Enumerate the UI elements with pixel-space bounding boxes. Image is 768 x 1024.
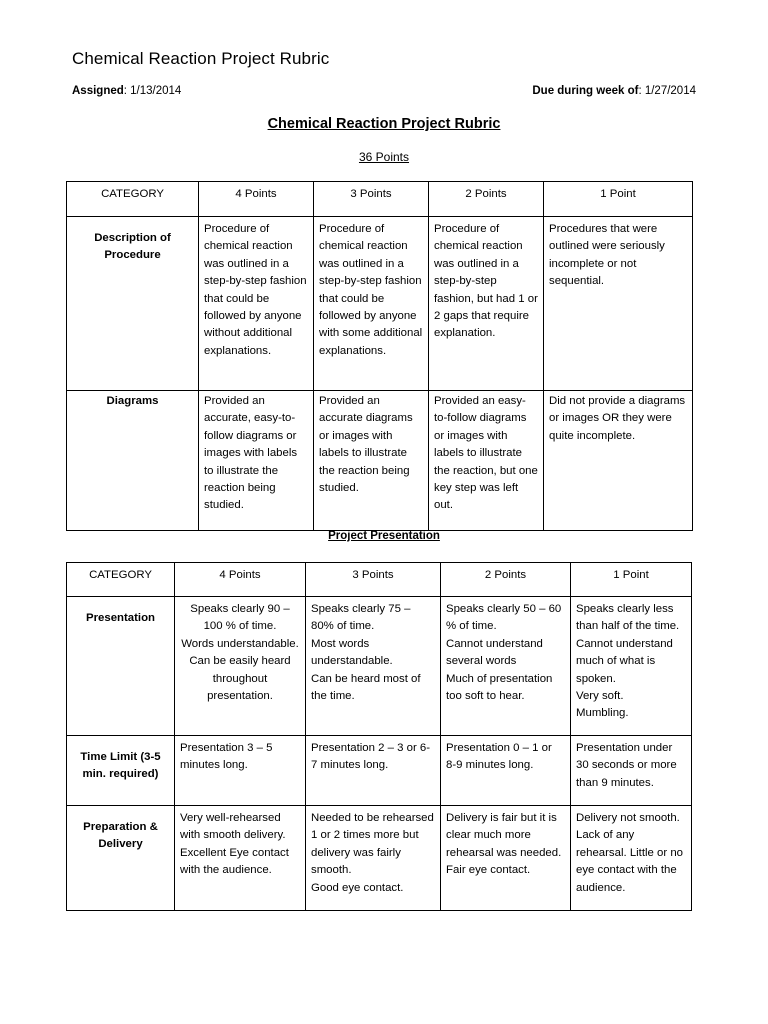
rubric-table-procedure bbox=[66, 181, 693, 531]
column-header: 4 Points bbox=[199, 182, 314, 217]
table-cell: Provided an easy-to-follow diagrams or images with labels to illustrate the reaction, but one key step was left out. bbox=[429, 391, 544, 531]
row-category: Presentation bbox=[67, 597, 175, 736]
due-value: : 1/27/2014 bbox=[638, 85, 696, 97]
table-header-row bbox=[67, 563, 692, 597]
column-header: 3 Points bbox=[306, 563, 441, 597]
due-label: Due during week of bbox=[532, 85, 639, 97]
table-cell: Speaks clearly less than half of the time. Cannot understand much of what is spoken. Very soft. Mumbling. bbox=[571, 597, 692, 736]
table-cell: Speaks clearly 50 – 60 % of time. Cannot understand several words Much of presentation too soft to hear. bbox=[441, 597, 571, 736]
column-header: 4 Points bbox=[175, 563, 306, 597]
table-cell: Procedure of chemical reaction was outlined in a step-by-step fashion that could be followed by anyone without additional explanations. bbox=[199, 217, 314, 391]
row-category: Time Limit (3-5 min. required) bbox=[67, 736, 175, 806]
table-cell: Presentation 0 – 1 or 8-9 minutes long. bbox=[441, 736, 571, 806]
table-cell: Delivery is fair but it is clear much more rehearsal was needed. Fair eye contact. bbox=[441, 806, 571, 911]
document-title: Chemical Reaction Project Rubric bbox=[72, 49, 330, 68]
column-header: 3 Points bbox=[314, 182, 429, 217]
table-row bbox=[67, 806, 692, 911]
column-header: 1 Point bbox=[544, 182, 693, 217]
rubric-total-points: 36 Points bbox=[358, 150, 410, 164]
table-cell: Presentation 2 – 3 or 6-7 minutes long. bbox=[306, 736, 441, 806]
row-category: Preparation & Delivery bbox=[67, 806, 175, 911]
rubric-table-presentation bbox=[66, 562, 692, 911]
column-header: CATEGORY bbox=[67, 563, 175, 597]
table-header-row bbox=[67, 182, 693, 217]
assigned-value: : 1/13/2014 bbox=[123, 85, 182, 97]
table-cell: Very well-rehearsed with smooth delivery. Excellent Eye contact with the audience. bbox=[175, 806, 306, 911]
table-row bbox=[67, 597, 692, 736]
assigned-label: Assigned bbox=[72, 85, 124, 97]
assigned-date bbox=[72, 85, 181, 97]
table-cell: Needed to be rehearsed 1 or 2 times more but delivery was fairly smooth. Good eye contact. bbox=[306, 806, 441, 911]
table-cell: Procedures that were outlined were seriously incomplete or not sequential. bbox=[544, 217, 693, 391]
table-row bbox=[67, 217, 693, 391]
column-header: 2 Points bbox=[441, 563, 571, 597]
table-cell: Delivery not smooth. Lack of any rehearsal. Little or no eye contact with the audience. bbox=[571, 806, 692, 911]
table-row bbox=[67, 736, 692, 806]
table-cell: Presentation under 30 seconds or more than 9 minutes. bbox=[571, 736, 692, 806]
table-cell: Speaks clearly 75 – 80% of time. Most words understandable. Can be heard most of the time. bbox=[306, 597, 441, 736]
table-cell: Did not provide a diagrams or images OR they were quite incomplete. bbox=[544, 391, 693, 531]
row-category: Description of Procedure bbox=[67, 217, 199, 391]
table-cell: Speaks clearly 90 – 100 % of time. Words understandable. Can be easily heard throughout presentation. bbox=[175, 597, 306, 736]
table-cell: Provided an accurate, easy-to-follow diagrams or images with labels to illustrate the reaction being studied. bbox=[199, 391, 314, 531]
table-cell: Procedure of chemical reaction was outlined in a step-by-step fashion, but had 1 or 2 gaps that require explanation. bbox=[429, 217, 544, 391]
rubric-title: Chemical Reaction Project Rubric bbox=[267, 116, 501, 132]
section-title-presentation: Project Presentation bbox=[328, 530, 440, 542]
column-header: CATEGORY bbox=[67, 182, 199, 217]
table-cell: Procedure of chemical reaction was outlined in a step-by-step fashion that could be followed by anyone with some additional explanations. bbox=[314, 217, 429, 391]
table-cell: Provided an accurate diagrams or images with labels to illustrate the reaction being studied. bbox=[314, 391, 429, 531]
table-cell: Presentation 3 – 5 minutes long. bbox=[175, 736, 306, 806]
row-category: Diagrams bbox=[67, 391, 199, 531]
due-date bbox=[532, 85, 696, 97]
table-row bbox=[67, 391, 693, 531]
column-header: 2 Points bbox=[429, 182, 544, 217]
column-header: 1 Point bbox=[571, 563, 692, 597]
